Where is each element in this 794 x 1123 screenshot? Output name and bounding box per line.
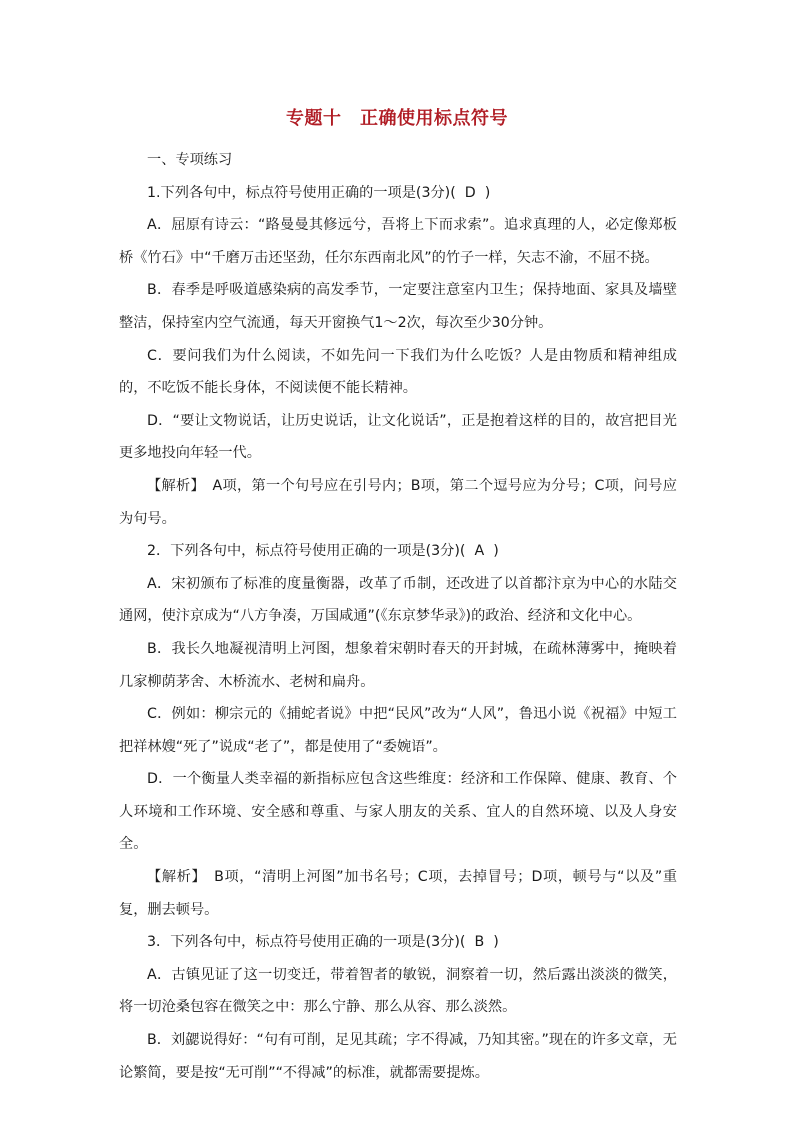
question-2-option-d: D．一个衡量人类幸福的新指标应包含这些维度：经济和工作保障、健康、教育、个人环境和工作环境、安全感和尊重、与家人朋友的关系、宜人的自然环境、以及人身安全。 [119,771,677,853]
section-heading: 一、专项练习 [147,152,233,168]
question-3-stem-text: 3．下列各句中，标点符号使用正确的一项是(3分)( [147,934,466,951]
question-3-answer: B [474,934,485,951]
analysis-label: 【解析】 [147,869,200,886]
question-2-answer: A [474,543,485,560]
question-1-option-d: D．“要让文物说话，让历史说话，让文化说话”，正是抱着这样的目的，故宫把目光更多地投向年轻一代。 [119,412,677,462]
question-3-close: ) [493,934,499,951]
question-2-option-a: A．宋初颁布了标准的度量衡器，改革了币制，还改进了以首都汴京为中心的水陆交通网，使汴京成为“八方争凑，万国咸通”(《东京梦华录》)的政治、经济和文化中心。 [119,575,677,625]
question-2-stem-text: 2．下列各句中，标点符号使用正确的一项是(3分)( [147,543,466,560]
question-2-close: ) [493,543,499,560]
question-1-answer: D [464,184,476,201]
question-2-stem [119,535,677,568]
question-1-option-c: C．要问我们为什么阅读，不如先问一下我们为什么吃饭？人是由物质和精神组成的，不吃饭不能长身体，不阅读便不能长精神。 [119,347,677,397]
question-2-analysis [119,861,677,926]
analysis-label: 【解析】 [147,477,198,494]
analysis-text: A项，第一个句号应在引号内；B项，第二个逗号应为分号；C项，问号应为句号。 [119,477,677,527]
question-3-option-a: A．古镇见证了这一切变迁，带着智者的敏锐，洞察着一切，然后露出淡淡的微笑，将一切沧桑包容在微笑之中：那么宁静、那么从容、那么淡然。 [119,966,677,1016]
question-2-option-c: C．例如：柳宗元的《捕蛇者说》中把“民风”改为“人风”，鲁迅小说《祝福》中短工把祥林嫂“死了”说成“老了”，都是使用了“委婉语”。 [119,706,677,755]
analysis-text: B项，“清明上河图”加书名号；C项，去掉冒号；D项，顿号与“以及”重复，删去顿号。 [119,869,678,918]
question-1-stem-text: 1.下列各句中，标点符号使用正确的一项是(3分)( [147,184,456,201]
document-body [119,144,677,1089]
question-3-stem [119,926,677,959]
question-1-option-b: B．春季是呼吸道感染病的高发季节，一定要注意室内卫生；保持地面、家具及墙壁整洁，保持室内空气流通，每天开窗换气1～2次，每次至少30分钟。 [119,282,677,331]
question-1-close: ) [484,184,491,201]
question-2-option-b: B．我长久地凝视清明上河图，想象着宋朝时春天的开封城，在疏林薄雾中，掩映着几家柳荫茅舍、木桥流水、老树和扁舟。 [119,640,677,690]
question-3-option-b: B．刘勰说得好：“句有可削，足见其疏；字不得减，乃知其密。”现在的许多文章，无论繁简，要是按“无可削”“不得减”的标准，就都需要提炼。 [119,1032,677,1081]
question-1-stem [119,177,677,210]
question-1-analysis [119,470,677,535]
question-1-option-a: A．屈原有诗云：“路曼曼其修远兮，吾将上下而求索”。追求真理的人，必定像郑板桥《竹石》中“千磨万击还坚劲，任尔东西南北风”的竹子一样，矢志不渝，不屈不挠。 [119,217,677,266]
page-title: 专题十 正确使用标点符号 [286,108,508,129]
